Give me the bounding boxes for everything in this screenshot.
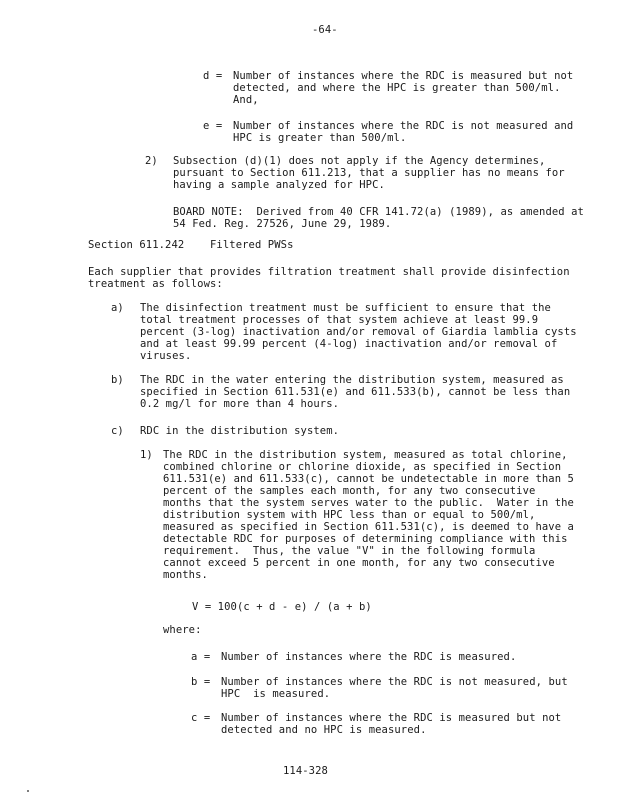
subsection-2-line: having a sample analyzed for HPC. [173, 179, 385, 191]
item-c-label: c) [111, 425, 124, 437]
item-c1-line: 611.531(e) and 611.533(c), cannot be undetectable in more than 5 [163, 473, 574, 485]
var-b-label: b = [191, 676, 211, 688]
footer-page-number: 114-328 [283, 765, 328, 777]
item-b-line: specified in Section 611.531(e) and 611.533(b), cannot be less than [140, 386, 571, 398]
board-note-line: 54 Fed. Reg. 27526, June 29, 1989. [173, 218, 392, 230]
item-c1-line: detectable RDC for purposes of determining compliance with this [163, 533, 568, 545]
item-a-line: total treatment processes of that system achieve at least 99.9 [140, 314, 539, 326]
header-page-number: -64- [312, 24, 338, 36]
scan-speck [27, 790, 29, 792]
item-e-label: e = [203, 120, 223, 132]
intro-line: Each supplier that provides filtration treatment shall provide disinfection [88, 266, 570, 278]
var-b-text [221, 676, 568, 700]
item-d-label: d = [203, 70, 223, 82]
board-note-line: BOARD NOTE: Derived from 40 CFR 141.72(a) (1989), as amended at [173, 206, 584, 218]
var-c-line: detected and no HPC is measured. [221, 724, 427, 736]
item-c1-line: measured as specified in Section 611.531(c), is deemed to have a [163, 521, 574, 533]
intro-line: treatment as follows: [88, 278, 223, 290]
subsection-2-text [173, 155, 565, 191]
formula: V = 100(c + d - e) / (a + b) [192, 601, 372, 613]
item-c1-line: The RDC in the distribution system, measured as total chlorine, [163, 449, 568, 461]
item-d-line: detected, and where the HPC is greater than 500/ml. [233, 82, 561, 94]
item-a-line: viruses. [140, 350, 192, 362]
board-note [173, 206, 584, 230]
var-b-line: HPC is measured. [221, 688, 331, 700]
item-c1-line: months. [163, 569, 208, 581]
item-e-line: HPC is greater than 500/ml. [233, 132, 407, 144]
subsection-2-label: 2) [145, 155, 158, 167]
item-c1-line: distribution system with HPC less than or equal to 500/ml, [163, 509, 536, 521]
var-c-text [221, 712, 561, 736]
item-c1-line: months that the system serves water to the public. Water in the [163, 497, 574, 509]
var-b-line: Number of instances where the RDC is not measured, but [221, 676, 568, 688]
item-a-label: a) [111, 302, 124, 314]
item-a-line: percent (3-log) inactivation and/or removal of Giardia lamblia cysts [140, 326, 577, 338]
item-d-text [233, 70, 573, 106]
item-b-line: The RDC in the water entering the distribution system, measured as [140, 374, 564, 386]
subsection-2-line: Subsection (d)(1) does not apply if the Agency determines, [173, 155, 546, 167]
item-e-line: Number of instances where the RDC is not measured and [233, 120, 574, 132]
item-c1-line: requirement. Thus, the value "V" in the following formula [163, 545, 536, 557]
var-a-text [221, 651, 516, 663]
item-e-text [233, 120, 573, 144]
item-b-text [140, 374, 570, 410]
item-c1-line: combined chlorine or chlorine dioxide, as specified in Section [163, 461, 562, 473]
item-a-line: The disinfection treatment must be sufficient to ensure that the [140, 302, 551, 314]
item-b-line: 0.2 mg/l for more than 4 hours. [140, 398, 340, 410]
item-c-text: RDC in the distribution system. [140, 425, 340, 437]
item-a-line: and at least 99.99 percent (4-log) inactivation and/or removal of [140, 338, 558, 350]
item-c1-line: cannot exceed 5 percent in one month, for any two consecutive [163, 557, 555, 569]
item-d-line: Number of instances where the RDC is measured but not [233, 70, 574, 82]
item-a-text [140, 302, 577, 362]
var-c-line: Number of instances where the RDC is measured but not [221, 712, 562, 724]
item-c1-text [163, 449, 574, 581]
subsection-2-line: pursuant to Section 611.213, that a supplier has no means for [173, 167, 565, 179]
section-heading: Section 611.242 Filtered PWSs [88, 239, 294, 251]
item-c1-line: percent of the samples each month, for any two consecutive [163, 485, 536, 497]
item-d-line: And, [233, 94, 259, 106]
var-a-line: Number of instances where the RDC is measured. [221, 651, 517, 663]
item-b-label: b) [111, 374, 124, 386]
where-label: where: [163, 624, 202, 636]
section-intro [88, 266, 570, 290]
item-c1-label: 1) [140, 449, 153, 461]
var-a-label: a = [191, 651, 211, 663]
var-c-label: c = [191, 712, 211, 724]
